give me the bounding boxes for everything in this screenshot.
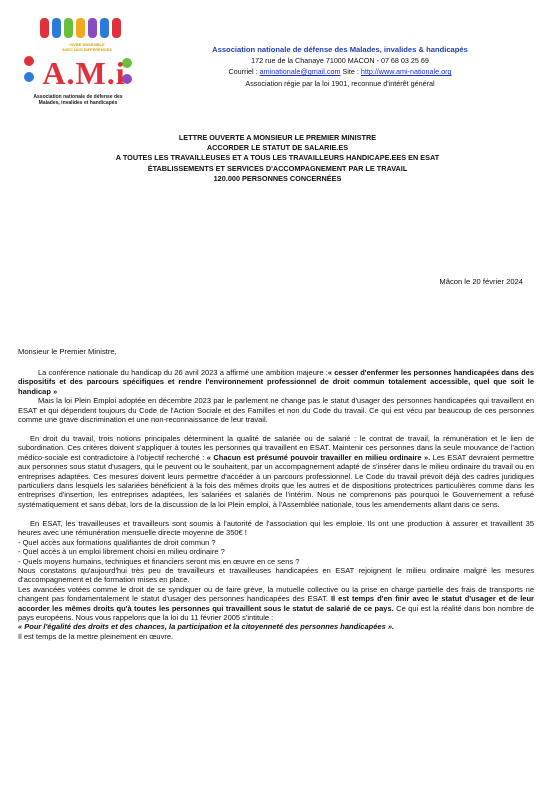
list-item: - Quel accès à un emploi librement choisi en milieu ordinaire ? — [18, 547, 225, 557]
paragraph: En ESAT, les travailleuses et travailleurs sont soumis à l'autorité de l'association qui les emploie. Ils ont une production à assurer et travaillent 35 heures avec une rémunération mensuelle directe moyenne de 350€ ! — [18, 518, 534, 538]
letter-body — [18, 368, 534, 641]
letter-date: Mâcon le 20 février 2024 — [439, 277, 523, 286]
paragraph: Nous constatons qu'aujourd'hui très peu de travailleurs et travailleuses handicapées en ESAT rejoignent le milieu ordinaire malgré les mesures d'accompagnement et de formation mises en place. — [18, 565, 534, 585]
ami-logo — [22, 18, 134, 118]
logo-subtitle: Association nationale de défense des Malades, invalides et handicapés — [33, 94, 123, 106]
handicap-pictograms-icon — [38, 18, 130, 44]
paragraph: La conférence nationale du handicap du 26 avril 2023 a affirmé une ambition majeure :« cesser d'enfermer les personnes handicapées dans des dispositifs et des parcours spécifiques et rendre l'environnement professionnel de droit commun totalement accessible, quel que soit le handicap » — [18, 368, 534, 396]
figure-icon — [24, 72, 34, 82]
email-link[interactable]: aminationale@gmail.com — [259, 67, 341, 77]
paragraph: Les avancées votées comme le droit de se syndiquer ou de faire grève, la mutuelle collective ou la prise en charge partielle des frais de transports ne changent pas fondamentalement le statut d'usager des personnes handicapées des ESAT. Il est temps d'en finir avec le statut d'usager et de leur accorder les mêmes droits qu'à toutes les personnes qui travaillent sous le statut de salarié de ce pays. Ce qui est la réalité dans bon nombre de pays européens. Nous vous rappelons que la loi du 11 février 2005 s'intitule : — [18, 584, 534, 622]
org-contact: Courriel : aminationale@gmail.com Site : http://www.ami-nationale.org — [228, 67, 452, 77]
logo-name: A.M.i — [42, 55, 126, 91]
paragraph: Mais la loi Plein Emploi adoptée en décembre 2023 par le parlement ne change pas le statut d'usager des personnes handicapées qui travaillent en ESAT et qui dépendent toujours du Code de l'Action Sociale et des Familles et non du Code du travail. Ce qui est vécu par beaucoup de ces personnes comme une grave discrimination et une non-reconnaissance de leur travail. — [18, 396, 534, 425]
figure-icon — [24, 56, 34, 66]
org-name: Association nationale de défense des Malades, invalides & handicapés — [212, 45, 468, 54]
salutation: Monsieur le Premier Ministre, — [18, 347, 117, 356]
logo-tagline: VIVRE ENSEMBLE AVEC NOS DIFFERENCES — [62, 42, 112, 52]
website-link[interactable]: http://www.ami-nationale.org — [360, 67, 452, 77]
list-item: - Quel accès aux formations qualifiantes de droit commun ? — [18, 537, 216, 547]
paragraph: En droit du travail, trois notions principales déterminent la qualité de salariée ou de salarié : le contrat de travail, la rémunération et le lien de subordination. Ces critères doivent s'appliquer à toutes les personnes qui travaillent en ESAT. Maintenir ces personnes dans la seule mouvance de l'action médico-sociale est contradictoire à l'objectif recherché : « Chacun est présumé pouvoir travailler en milieu ordinaire ». Les ESAT devraient permettre aux personnes sous statut d'usagers, qui le peuvent ou le souhaitent, par un accompagnement adapté de s'insérer dans le milieu ordinaire du travail ou en entreprises adaptées. Ces mesures doivent leurs permettre d'accéder à un parcours professionnel. Le Code du travail prévoit déjà des cadres juridiques particuliers dans lesquels les salariées bénéficient à la fois des mêmes droits que les autres et de dispositions protectrices particulières comme dans les entreprises d'insertion, les entreprises adaptées, les salariées et salariés de l'intérim. Nous ne comprenons pas pourquoi le Gouvernement a refusé systématiquement et sans débat, lors de la discussion de la loi Plein emploi, à l'Assemblée nationale, tous les amendements allant dans ce sens. — [18, 434, 534, 509]
list-item: - Quels moyens humains, techniques et financiers seront mis en œuvre en ce sens ? — [18, 556, 300, 566]
letter-title: LETTRE OUVERTE A MONSIEUR LE PREMIER MINISTRE ACCORDER LE STATUT DE SALARIE.ES A TOUTES LES TRAVAILLEUSES ET A TOUS LES TRAVAILLEURS HANDICAPE.EES EN ESAT ÉTABLISSEMENTS ET SERVICES D'ACCOMPAGNEMENT PAR LE TRAVAIL 120.000 PERSONNES CONCERNÉES — [115, 133, 440, 183]
org-regime: Association régie par la loi 1901, reconnue d'intérêt général — [245, 78, 435, 88]
closing-line: Il est temps de la mettre pleinement en œuvre. — [18, 631, 174, 641]
org-address: 172 rue de la Chanaye 71000 MACON - 07 68 03 25 69 — [251, 56, 429, 66]
law-quote: « Pour l'égalité des droits et des chances, la participation et la citoyenneté des personnes handicapées ». — [18, 622, 395, 632]
letterhead — [140, 44, 540, 89]
